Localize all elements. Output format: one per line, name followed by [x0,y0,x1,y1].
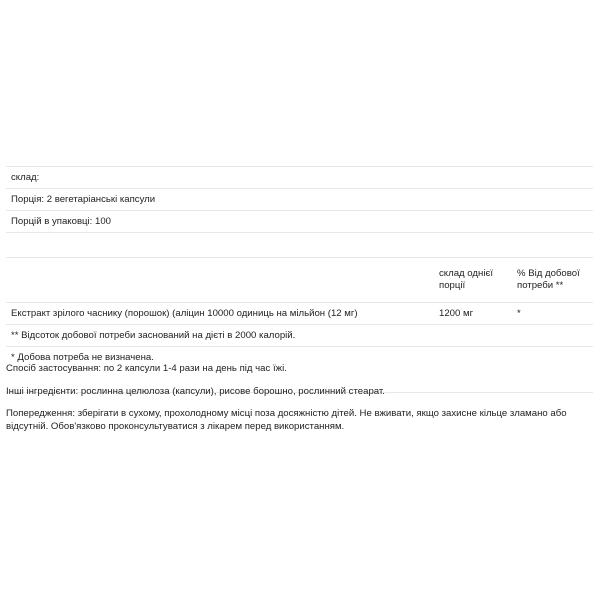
spacer-cell [6,233,593,258]
facts-title-row [6,167,593,189]
column-header-row [6,258,593,303]
footnote-daily-value-basis: ** Відсоток добової потреби заснований на дієті в 2000 калорій. [6,325,593,347]
spacer-row [6,233,593,258]
servings-per-container-row [6,211,593,233]
header-daily-value: % Від добової потреби ** [512,258,593,303]
other-ingredients: Інші інгредієнти: рослинна целюлоза (капсули), рисове борошно, рослинний стеарат. [6,386,385,397]
facts-title: склад: [6,167,593,189]
serving-size: Порція: 2 вегетаріанські капсули [6,189,593,211]
ingredient-amount: 1200 мг [434,303,512,325]
warning-text: Попередження: зберігати в сухому, прохолодному місці поза досяжністю дітей. Не вживати, якщо захисне кільце зламано або відсутній. Обов'язково проконсультуватися з лікарем перед використанням. [6,408,567,432]
serving-size-row [6,189,593,211]
ingredient-name: Екстракт зрілого часнику (порошок) (аліцин 10000 одиниць на мільйон (12 мг) [6,303,434,325]
footnote-row-1 [6,325,593,347]
ingredient-daily-value: * [512,303,593,325]
header-empty-cell [6,258,434,303]
ingredient-row [6,303,593,325]
header-amount: склад однієї порції [434,258,512,303]
footnote-not-established: * Добова потреба не визначена. [6,347,593,393]
servings-per-container: Порцій в упаковці: 100 [6,211,593,233]
usage-instructions: Спосіб застосування: по 2 капсули 1-4 рази на день під час їжі. [6,363,287,374]
supplement-facts-table [6,166,593,393]
